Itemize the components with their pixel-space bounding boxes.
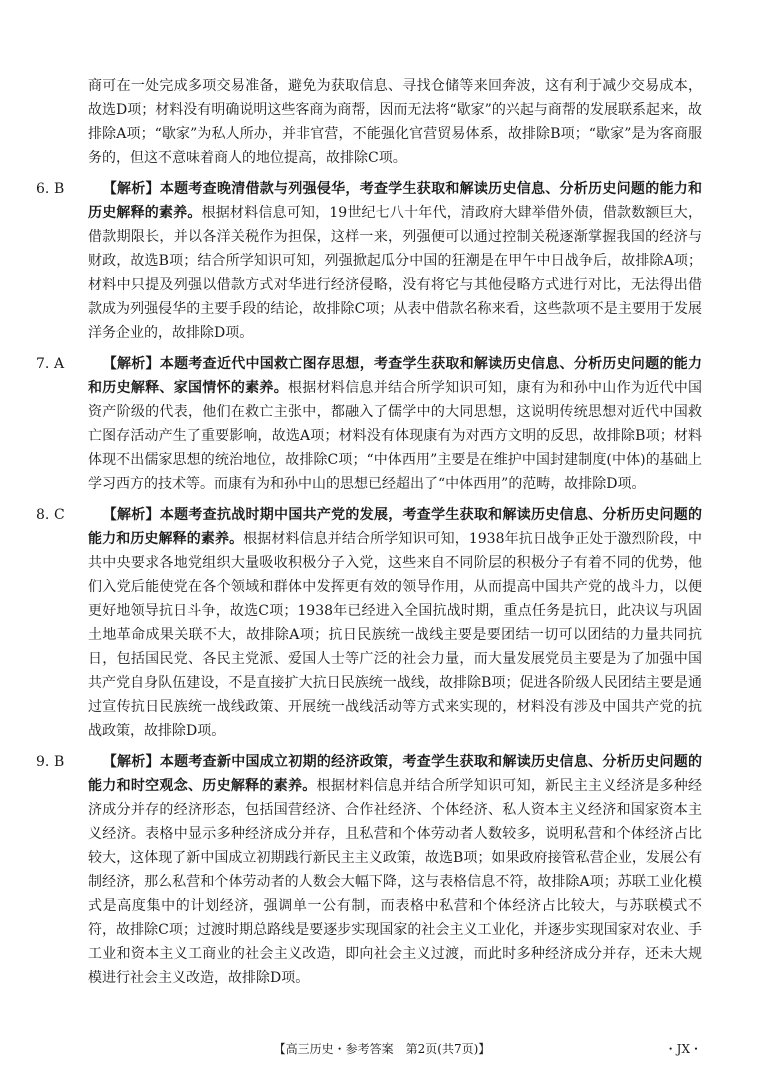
analysis-body: 根据材料信息并结合所学知识可知，1938年抗日战争正处于激烈阶段，中共中央要求各地党组织大量吸收积极分子入党，这些来自不同阶层的积极分子有着不同的优势，他们入党后能使党在各个领域和群体中发挥更有效的领导作用，从而提高中国共产党的战斗力，以便更好地领导抗日斗争，故选C项；1938年已经进入全国抗战时期，重点任务是抗日，此决议与巩固土地革命成果关联不大，故排除A项；抗日民族统一战线主要是要团结一切可以团结的力量共同抗日，包括国民党、各民主党派、爱国人士等广泛的社会力量，而大量发展党员主要是为了加强中国共产党自身队伍建设，不是直接扩大抗日民族统一战线，故排除B项；促进各阶级人民团结主要是通过宣传抗日民族统一战线政策、开展统一战线活动等方式来实现的，材料没有涉及中国共产党的抗战政策，故排除D项。 xyxy=(88,531,702,739)
question-number: 7. xyxy=(36,356,50,372)
analysis-focus: 本题考查近代中国救亡图存思想，考查学生获取和解读历史信息、分析历史问题的能力和历史解释、家国情怀的素养。 xyxy=(88,356,703,396)
answer-letter: B xyxy=(54,754,65,770)
analysis-focus: 本题考查抗战时期中国共产党的发展，考查学生获取和解读历史信息、分析历史问题的能力和历史解释的素养。 xyxy=(88,507,703,547)
analysis-label: 【解析】 xyxy=(102,754,160,770)
question-number: 6. xyxy=(36,181,50,197)
answer-item-6 xyxy=(36,177,703,345)
answer-letter: B xyxy=(54,181,65,197)
answer-item-9 xyxy=(36,750,703,990)
question-number: 9. xyxy=(36,754,50,770)
answer-letter: A xyxy=(54,356,65,372)
analysis-body: 根据材料信息可知，19世纪七八十年代，清政府大肆举借外债，借款数额巨大，借款期限长，并以各洋关税作为担保，这样一来，列强便可以通过控制关税逐渐掌握我国的经济与财政，故选B项；结合所学知识可知，列强掀起瓜分中国的狂潮是在甲午中日战争后，故排除A项；材料中只提及列强以借款方式对华进行经济侵略，没有将它与其他侵略方式进行对比，无法得出借款成为列强侵华的主要手段的结论，故排除C项；从表中借款名称来看，这些款项不是主要用于发展洋务企业的，故排除D项。 xyxy=(88,205,703,341)
analysis-label: 【解析】 xyxy=(102,507,160,523)
footer-region-code: ・JX・ xyxy=(664,1042,702,1056)
answer-item-7 xyxy=(36,352,703,496)
analysis-focus: 本题考查新中国成立初期的经济政策，考查学生获取和解读历史信息、分析历史问题的能力和时空观念、历史解释的素养。 xyxy=(88,754,703,794)
analysis-label: 【解析】 xyxy=(102,181,160,197)
continued-text: 商可在一处完成多项交易准备，避免为获取信息、寻找仓储等来回奔波，这有利于减少交易成本，故选D项；材料没有明确说明这些客商为商帮，因而无法将“歇家”的兴起与商帮的发展联系起来，故排除A项；“歇家”为私人所办，并非官营，不能强化官营贸易体系，故排除B项；“歇家”是为客商服务的，但这不意味着商人的地位提高，故排除C项。 xyxy=(88,78,702,166)
answer-item-8 xyxy=(36,503,703,743)
answer-content xyxy=(36,74,703,990)
continued-paragraph xyxy=(62,74,702,170)
footer-page-info: 【高三历史・参考答案 第2页(共7页)】 xyxy=(273,1042,491,1056)
answer-letter: C xyxy=(54,507,65,523)
analysis-label: 【解析】 xyxy=(102,356,160,372)
analysis-focus: 本题考查晚清借款与列强侵华，考查学生获取和解读历史信息、分析历史问题的能力和历史解释的素养。 xyxy=(88,181,703,221)
analysis-body: 根据材料信息并结合所学知识可知，新民主主义经济是多种经济成分并存的经济形态，包括国营经济、合作社经济、个体经济、私人资本主义经济和国家资本主义经济。表格中显示多种经济成分并存，且私营和个体劳动者人数较多，说明私营和个体经济占比较大，这体现了新中国成立初期践行新民主主义政策，故选B项；如果政府接管私营企业，发展公有制经济，那么私营和个体劳动者的人数会大幅下降，这与表格信息不符，故排除A项；苏联工业化模式是高度集中的计划经济，强调单一公有制，而表格中私营和个体经济占比较大，与苏联模式不符，故排除C项；过渡时期总路线是要逐步实现国家的社会主义工业化，并逐步实现国家对农业、手工业和资本主义工商业的社会主义改造，即向社会主义过渡，而此时多种经济成分并存，还未大规模进行社会主义改造，故排除D项。 xyxy=(88,778,703,986)
question-number: 8. xyxy=(36,507,50,523)
analysis-body: 根据材料信息并结合所学知识可知，康有为和孙中山作为近代中国资产阶级的代表，他们在救亡主张中，都融入了儒学中的大同思想，这说明传统思想对近代中国救亡图存活动产生了重要影响，故选A项；材料没有体现康有为对西方文明的反思，故排除B项；材料体现不出儒家思想的统治地位，故排除C项；“中体西用”主要是在维护中国封建制度(中体)的基础上学习西方的技术等。而康有为和孙中山的思想已经超出了“中体西用”的范畴，故排除D项。 xyxy=(88,380,702,492)
page-footer xyxy=(0,1040,764,1060)
